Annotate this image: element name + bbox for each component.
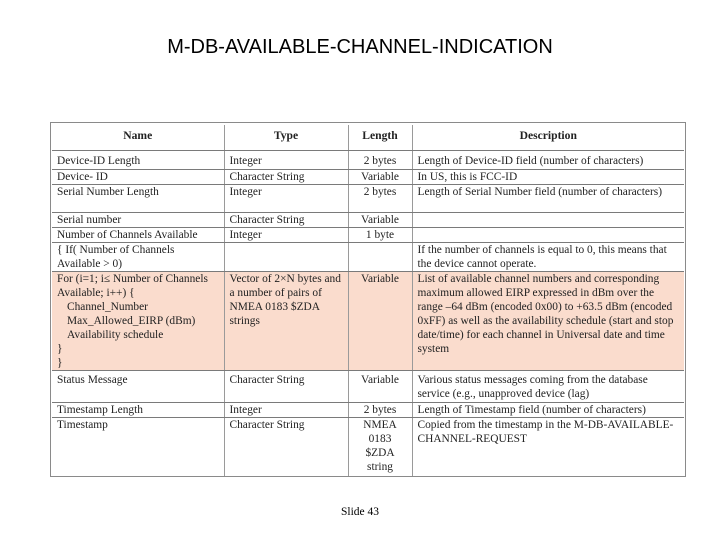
name-line: } (57, 343, 63, 355)
slide-title: M-DB-AVAILABLE-CHANNEL-INDICATION (167, 36, 553, 58)
cell-length: 2 bytes (348, 151, 412, 170)
cell-description (412, 213, 684, 228)
cell-name (52, 272, 224, 371)
name-line: } (57, 357, 63, 369)
table-row (52, 228, 684, 243)
cell-name: Serial Number Length (52, 185, 224, 213)
cell-type: Vector of 2×N bytes and a number of pairs of NMEA 0183 $ZDA strings (224, 272, 348, 371)
cell-description (412, 228, 684, 243)
cell-description: In US, this is FCC-ID (412, 170, 684, 185)
cell-description: If the number of channels is equal to 0, this means that the device cannot operate. (412, 243, 684, 272)
cell-length: Variable (348, 170, 412, 185)
cell-length: 2 bytes (348, 403, 412, 418)
cell-length: Variable (348, 371, 412, 403)
cell-type: Character String (224, 170, 348, 185)
name-line: Availability schedule (67, 329, 164, 341)
cell-length: 2 bytes (348, 185, 412, 213)
cell-description: Length of Serial Number field (number of characters) (412, 185, 684, 213)
cell-name: Timestamp (52, 418, 224, 477)
cell-type: Integer (224, 151, 348, 170)
table-row (52, 243, 684, 272)
table-row-highlighted (52, 272, 684, 371)
cell-description: Copied from the timestamp in the M-DB-AVAILABLE-CHANNEL-REQUEST (417, 419, 674, 445)
table-row (52, 170, 684, 185)
cell-type: Character String (224, 418, 348, 477)
cell-name: Status Message (52, 371, 224, 403)
cell-type: Integer (224, 185, 348, 213)
cell-description: Various status messages coming from the database service (e.g., unapproved device (lag) (412, 371, 684, 403)
table-row (52, 418, 684, 477)
cell-type: Integer (224, 228, 348, 243)
table-row (52, 213, 684, 228)
cell-length (348, 243, 412, 272)
cell-length: Variable (348, 272, 412, 371)
table-row (52, 151, 684, 170)
header-type: Type (224, 125, 348, 151)
cell-name: Device- ID (52, 170, 224, 185)
cell-name: Timestamp Length (52, 403, 224, 418)
header-description: Description (412, 125, 684, 151)
table-row (52, 371, 684, 403)
cell-length: 1 byte (348, 228, 412, 243)
cell-type (224, 243, 348, 272)
table-header-row (52, 125, 684, 151)
table-row (52, 403, 684, 418)
message-fields-table (50, 122, 686, 477)
cell-description: List of available channel numbers and corresponding maximum allowed EIRP expressed in dBm over the range –64 dBm (encoded 0x00) to +63.5 dBm (encoded 0xFF) as well as the availability schedule (start and stop date/time) for each channel in Universal date and time system (412, 272, 684, 371)
cell-name: Number of Channels Available (52, 228, 224, 243)
name-line: Channel_Number (67, 301, 148, 313)
cell-type: Integer (224, 403, 348, 418)
cell-description: Length of Device-ID field (number of characters) (412, 151, 684, 170)
name-line: For (i=1; i≤ Number of Channels Available; i++) { (57, 273, 208, 299)
cell-name: Device-ID Length (52, 151, 224, 170)
cell-name: { If( Number of Channels Available > 0) (52, 243, 224, 272)
table-row (52, 185, 684, 213)
cell-name: Serial number (52, 213, 224, 228)
cell-type: Character String (224, 213, 348, 228)
cell-description: Length of Timestamp field (number of characters) (412, 403, 684, 418)
slide-number: Slide 43 (340, 506, 379, 518)
name-line: Max_Allowed_EIRP (dBm) (67, 315, 196, 327)
cell-type: Character String (224, 371, 348, 403)
header-length: Length (348, 125, 412, 151)
cell-length: Variable (348, 213, 412, 228)
cell-length: NMEA 0183 $ZDA string (348, 418, 412, 477)
header-name: Name (52, 125, 224, 151)
